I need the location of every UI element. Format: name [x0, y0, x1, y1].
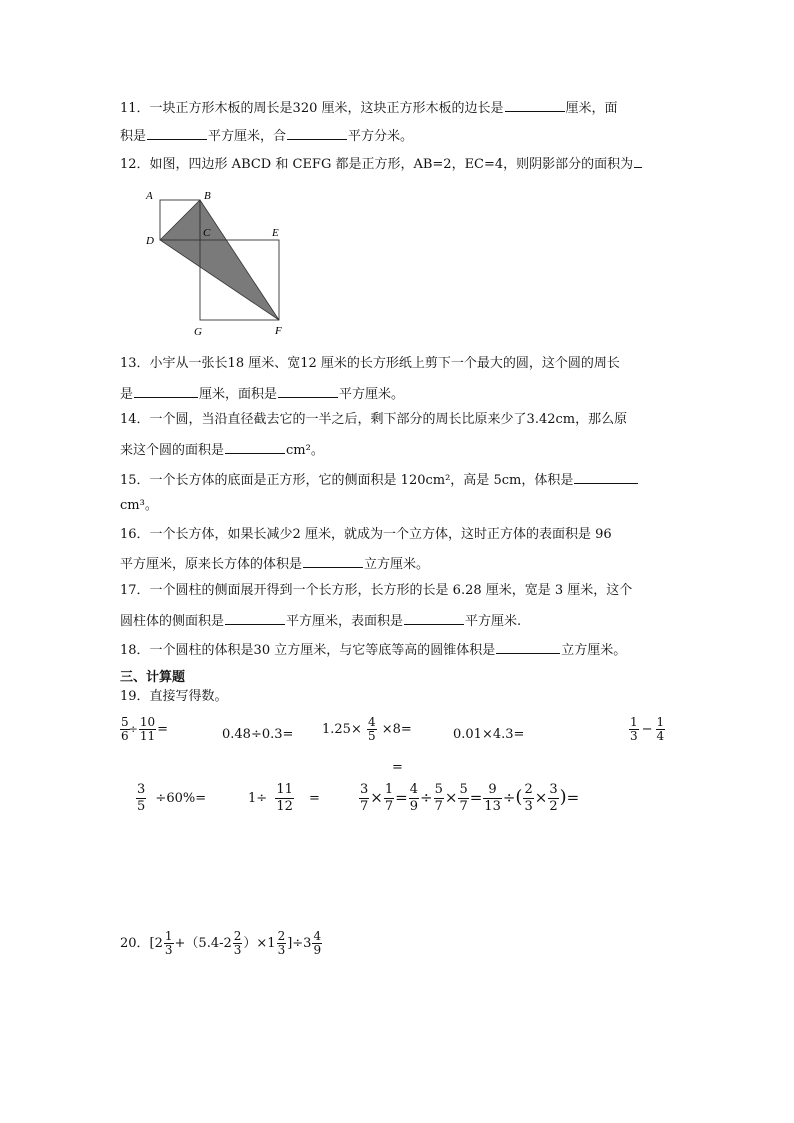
frac: [139, 716, 156, 743]
diagram-shapes: [160, 200, 279, 320]
label-b: B: [204, 190, 211, 202]
answer-blank-13a[interactable]: [134, 383, 198, 398]
question-20: [120, 930, 323, 957]
question-16-line-2: [120, 553, 429, 574]
shaded-triangle: [160, 200, 279, 320]
answer-blank-11a[interactable]: [505, 97, 565, 112]
frac-den: 11: [139, 729, 156, 743]
frac-num: 5: [434, 782, 443, 797]
frac-den: 13: [484, 799, 501, 814]
frac: [367, 716, 377, 743]
frac: [629, 716, 639, 743]
frac-num: 1: [164, 929, 173, 943]
question-12-text: 12．如图，四边形 ABCD 和 CEFG 都是正方形，AB=2，EC=4，则阴影部分的面积为: [120, 157, 634, 172]
question-17-text-b: 圆柱体的侧面积是: [120, 614, 225, 629]
expr-text: ]÷3: [287, 936, 312, 951]
label-c: C: [203, 227, 211, 239]
question-11-text: 11．一块正方形木板的周长是320 厘米，这块正方形木板的边长是: [120, 101, 504, 116]
expr-text: 1÷: [248, 791, 268, 806]
frac-den: 5: [367, 729, 376, 743]
operator: ÷: [502, 788, 516, 807]
question-14-text-b: 来这个圆的面积是: [120, 443, 225, 458]
question-14-text-c: cm²。: [286, 443, 324, 458]
question-13-line-2: [120, 383, 404, 404]
question-13-text-b: 是: [120, 387, 134, 402]
paren: (: [515, 786, 523, 808]
question-19-title: 19．直接写得数。: [120, 689, 228, 704]
frac-den: 3: [630, 729, 638, 743]
frac-num: 2: [524, 782, 533, 797]
operator: ÷: [420, 788, 433, 807]
answer-blank-16[interactable]: [303, 553, 363, 568]
frac: [523, 782, 533, 815]
answer-blank-14[interactable]: [225, 439, 285, 454]
frac-den: 6: [121, 729, 129, 743]
label-e: E: [272, 227, 279, 239]
expr-text: 20．[2: [120, 936, 163, 951]
expr-19-1: [119, 716, 168, 743]
frac: [359, 782, 369, 815]
answer-blank-11b[interactable]: [147, 125, 207, 140]
question-11-line-1: [120, 97, 618, 118]
question-16-line-1: [120, 526, 612, 544]
question-18-line-1: [120, 639, 626, 660]
frac-num: 3: [137, 782, 146, 797]
frac-den: 12: [276, 799, 293, 814]
frac-den: 7: [434, 799, 443, 814]
equals: =: [566, 788, 580, 807]
operator: −: [641, 722, 653, 737]
frac-num: 3: [549, 782, 558, 797]
section-heading-calculation: 三、计算题: [120, 670, 186, 685]
answer-blank-17b[interactable]: [404, 610, 464, 625]
frac: [277, 930, 287, 957]
label-f: F: [275, 325, 282, 337]
answer-blank-18[interactable]: [496, 639, 560, 654]
question-16-text-c: 立方厘米。: [364, 557, 430, 572]
frac-num: 11: [276, 782, 293, 797]
question-11-text-e: 平方分米。: [348, 129, 414, 144]
question-17-line-2: [120, 610, 521, 631]
frac: [275, 782, 294, 815]
frac: [409, 782, 419, 815]
answer-blank-13b[interactable]: [278, 383, 338, 398]
question-18-text-b: 立方厘米。: [561, 643, 627, 658]
frac-den: 9: [313, 943, 322, 957]
operator: ÷: [128, 723, 138, 736]
equals: =: [309, 791, 320, 806]
frac-num: 10: [139, 715, 156, 729]
frac-den: 4: [656, 729, 665, 743]
question-11-line-2: [120, 125, 413, 146]
question-11-text-b: 厘米，面: [565, 101, 618, 116]
question-15-text-b: cm³。: [120, 498, 158, 513]
expr-19-7: [248, 782, 320, 815]
frac-num: 9: [483, 782, 502, 799]
expr-text: 1.25×: [322, 722, 362, 737]
frac-num: 4: [409, 782, 418, 797]
expr-text: ÷60%=: [155, 791, 207, 806]
frac-den: 2: [549, 799, 558, 814]
frac-num: 1: [384, 782, 394, 797]
frac-den: 7: [384, 799, 394, 814]
question-12-line-1: [120, 153, 643, 174]
frac: [164, 930, 174, 957]
paren: ): [559, 786, 567, 808]
label-a: A: [146, 190, 153, 202]
question-17-text-c: 平方厘米，表面积是: [286, 614, 404, 629]
question-17-text: 17．一个圆柱的侧面展开得到一个长方形，长方形的长是 6.28 厘米，宽是 3 厘米，这个: [120, 583, 633, 598]
frac-num: 4: [313, 929, 322, 943]
question-14-line-1: [120, 411, 627, 429]
frac-num: 5: [459, 782, 468, 797]
expr-text: ×8=: [381, 722, 412, 737]
frac: [483, 782, 502, 815]
expr-19-8: [358, 782, 579, 815]
answer-blank-15[interactable]: [574, 469, 638, 484]
frac-num: 1: [630, 715, 638, 729]
question-11-text-d: 平方厘米，合: [208, 129, 287, 144]
question-17-line-1: [120, 582, 632, 600]
frac: [312, 930, 322, 957]
frac: [458, 782, 468, 815]
equals: =: [157, 722, 169, 737]
label-g: G: [194, 326, 202, 338]
question-18-text: 18．一个圆柱的体积是30 立方厘米，与它等底等高的圆锥体积是: [120, 643, 496, 658]
equals: =: [395, 788, 408, 807]
question-16-text-b: 平方厘米，原来长方体的体积是: [120, 557, 303, 572]
question-13-text: 13．小宇从一张长18 厘米、宽12 厘米的长方形纸上剪下一个最大的圆，这个圆的周长: [120, 356, 620, 371]
expr-19-5-equals: =: [392, 760, 403, 775]
square-diagram: [140, 186, 290, 338]
frac-den: 3: [233, 943, 242, 957]
frac-num: 4: [367, 715, 376, 729]
frac-num: 2: [277, 929, 286, 943]
frac-num: 2: [233, 929, 242, 943]
frac-num: 3: [360, 782, 369, 797]
expr-text: ）×1: [243, 936, 276, 951]
question-14-line-2: [120, 439, 324, 460]
equals: =: [469, 788, 483, 807]
operator: ×: [370, 788, 383, 807]
frac-den: 5: [137, 799, 146, 814]
question-15-line-2: [120, 497, 158, 515]
answer-blank-11c[interactable]: [287, 125, 347, 140]
answer-blank-12[interactable]: [634, 153, 642, 168]
frac-den: 9: [409, 799, 418, 814]
expr-19-4: 0.01×4.3=: [453, 727, 525, 742]
frac: [548, 782, 558, 815]
question-15-text: 15．一个长方体的底面是正方形，它的侧面积是 120cm²，高是 5cm，体积是: [120, 473, 574, 488]
frac: [136, 782, 146, 815]
label-d: D: [146, 235, 154, 247]
frac-den: 7: [360, 799, 369, 814]
frac: [656, 716, 666, 743]
answer-blank-17a[interactable]: [225, 610, 285, 625]
operator: ×: [444, 788, 458, 807]
frac: [384, 782, 394, 815]
question-13-line-1: [120, 355, 620, 373]
expr-19-6: [135, 782, 206, 815]
frac-den: 3: [164, 943, 173, 957]
frac: [233, 930, 243, 957]
frac: [434, 782, 444, 815]
expr-text: +（5.4-2: [174, 936, 232, 951]
expr-19-2: 0.48÷0.3=: [222, 727, 294, 742]
frac-num: 1: [656, 715, 665, 729]
frac-den: 3: [524, 799, 533, 814]
question-17-text-d: 平方厘米.: [465, 614, 522, 629]
frac-num: 5: [121, 715, 129, 729]
question-16-text: 16．一个长方体，如果长减少2 厘米，就成为一个立方体，这时正方体的表面积是 96: [120, 527, 612, 542]
question-15-line-1: [120, 469, 639, 490]
expr-19-5: [628, 716, 666, 743]
question-11-text-c: 积是: [120, 129, 147, 144]
expr-19-3: [322, 716, 412, 743]
operator: ×: [534, 788, 548, 807]
frac-den: 7: [459, 799, 468, 814]
question-14-text: 14．一个圆，当沿直径截去它的一半之后，剩下部分的周长比原来少了3.42cm，那么原: [120, 412, 628, 427]
question-13-text-d: 平方厘米。: [339, 387, 405, 402]
question-13-text-c: 厘米，面积是: [199, 387, 278, 402]
frac-den: 3: [277, 943, 286, 957]
